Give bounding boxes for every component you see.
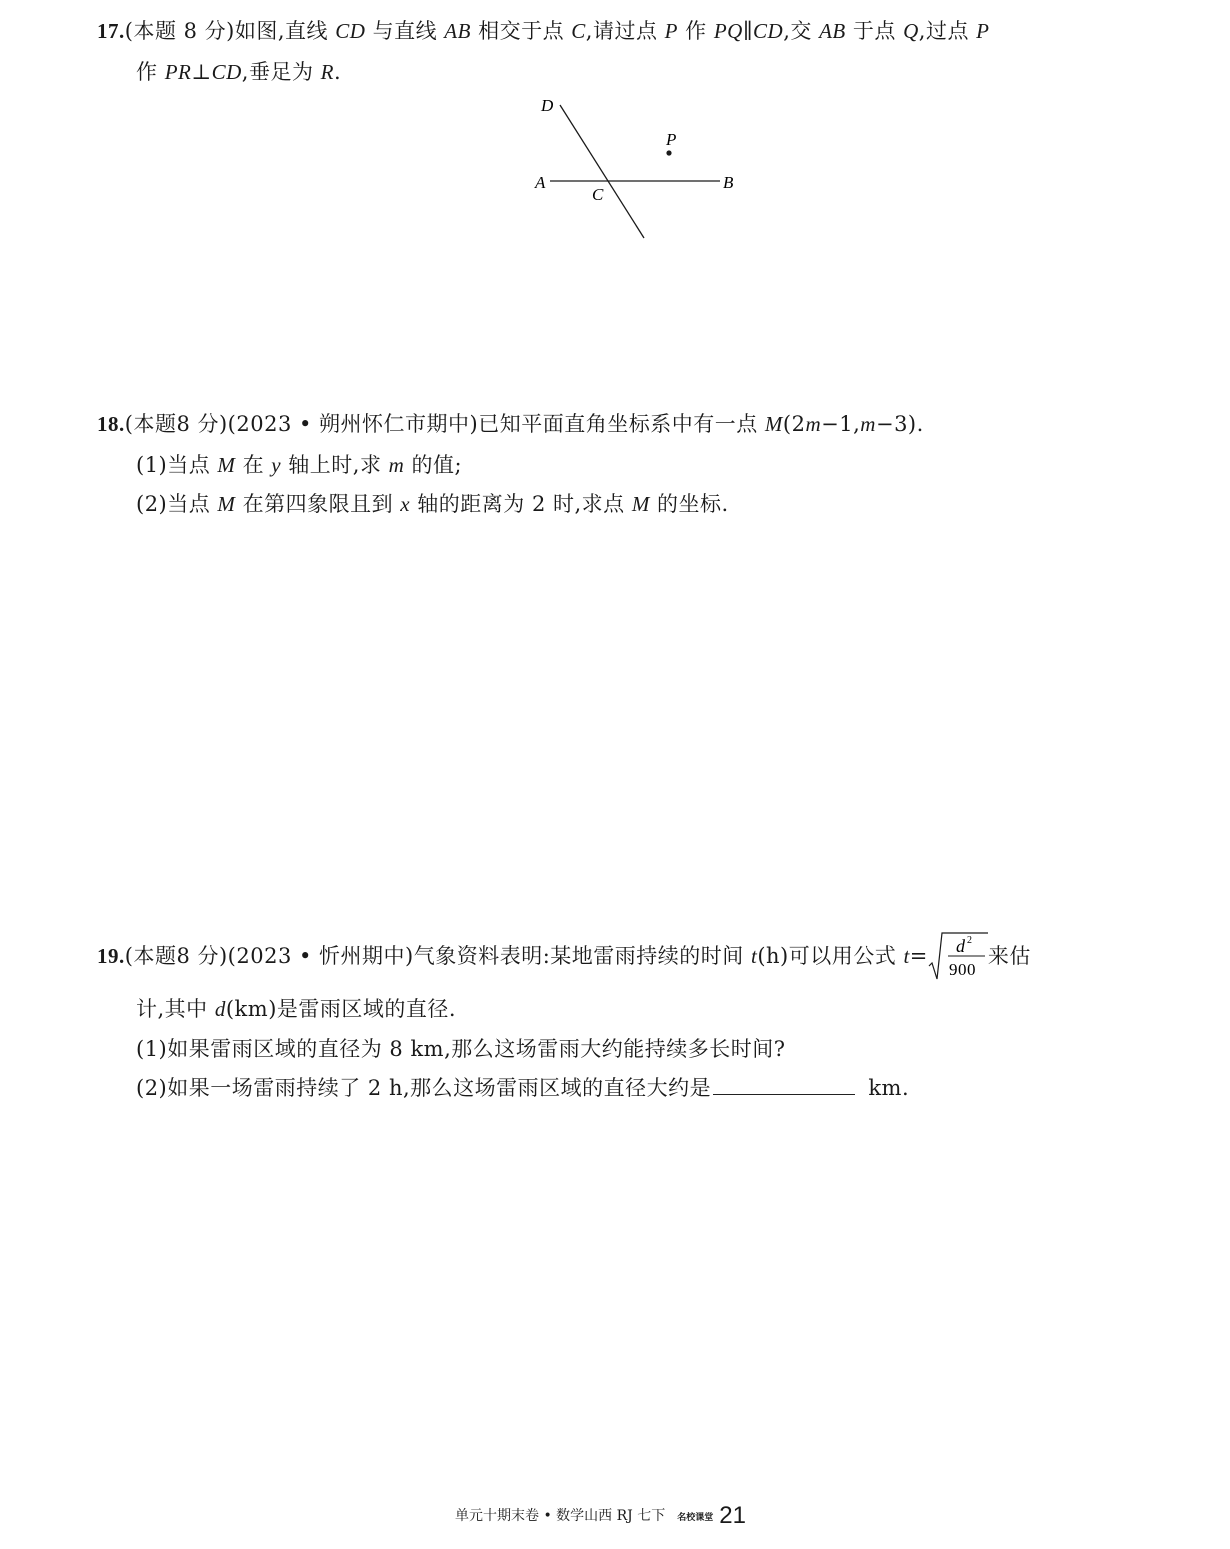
label-a: A	[535, 173, 546, 192]
brand-logo: 名校课堂	[677, 1513, 714, 1523]
q17-text: 与直线	[365, 19, 445, 43]
q18-text: (本题8 分)(2023 • 朔州怀仁市期中)已知平面直角坐标系中有一点	[124, 412, 765, 436]
q17-text: (本题 8 分)如图,直线	[124, 19, 336, 43]
math-ab: AB	[444, 19, 471, 43]
math-m: M	[631, 492, 650, 516]
q19-text: (2)如果一场雷雨持续了 2 h,那么这场雷雨区域的直径大约是	[136, 1076, 712, 1100]
formula-exponent: 2	[966, 934, 973, 946]
q17-line1	[97, 17, 989, 45]
q18-text: 轴的距离为 2 时,求点	[410, 492, 632, 516]
q17-line2	[136, 58, 341, 86]
q19-text: (km)是雷雨区域的直径.	[225, 997, 457, 1021]
q19-text: 计,其中	[136, 997, 215, 1021]
point-p	[666, 150, 671, 155]
page-footer	[455, 1502, 746, 1529]
math-pq: PQ	[713, 19, 743, 43]
math-t: t	[903, 944, 910, 968]
math-m: m	[860, 412, 876, 436]
formula-numerator: d	[955, 935, 966, 956]
q19-text: (本题8 分)(2023 • 忻州期中)气象资料表明:某地雷雨持续的时间	[124, 944, 751, 968]
q18-text: 在	[235, 453, 272, 477]
math-m: m	[388, 453, 405, 477]
math-cd: CD	[211, 60, 242, 84]
page-number: 21	[719, 1502, 746, 1529]
sqrt-formula	[928, 934, 988, 979]
q19-text: 来估	[987, 944, 1031, 968]
q19-number: 19.	[97, 944, 125, 968]
q17-figure	[520, 90, 760, 250]
math-p: P	[976, 19, 990, 43]
math-m: M	[217, 453, 236, 477]
math-r: R	[320, 60, 334, 84]
math-p: P	[664, 19, 678, 43]
answer-blank[interactable]	[713, 1076, 855, 1095]
math-y: y	[271, 453, 282, 477]
q18-line1	[97, 410, 924, 438]
q19-sub1	[136, 1035, 786, 1063]
math-m: M	[217, 492, 236, 516]
math-q: Q	[903, 19, 919, 43]
q18-text: (1)当点	[136, 453, 218, 477]
label-d: D	[541, 96, 554, 115]
label-p: P	[666, 130, 677, 149]
q18-text: (2	[782, 412, 806, 436]
math-d: d	[214, 997, 226, 1021]
q18-text: (2)当点	[136, 492, 218, 516]
q18-sub1	[136, 451, 462, 479]
q17-text: ,请过点	[585, 19, 665, 43]
q17-text: ,垂足为	[241, 60, 321, 84]
q19-text: (h)可以用公式	[757, 944, 904, 968]
q18-text: 的坐标.	[649, 492, 729, 516]
q19-sub2	[136, 1074, 909, 1102]
perpendicular-symbol: ⊥	[191, 60, 212, 84]
q17-text: 相交于点	[470, 19, 572, 43]
q17-text: .	[333, 60, 342, 84]
line-cd	[560, 105, 644, 238]
formula-denominator: 900	[948, 959, 976, 979]
q17-text: 作	[136, 60, 165, 84]
q18-sub2	[136, 490, 729, 518]
math-pr: PR	[164, 60, 192, 84]
math-c: C	[571, 19, 586, 43]
q17-text: ,交	[783, 19, 820, 43]
q18-text: −3).	[875, 412, 924, 436]
q18-text: −1,	[821, 412, 861, 436]
label-b: B	[723, 173, 734, 192]
math-m: m	[805, 412, 822, 436]
q19-line2	[136, 995, 456, 1023]
parallel-symbol: ∥	[742, 19, 754, 43]
math-ab: AB	[819, 19, 846, 43]
equals-sign: =	[909, 944, 928, 968]
q18-text: 的值;	[404, 453, 463, 477]
math-m: M	[764, 412, 783, 436]
q18-text: 在第四象限且到	[235, 492, 401, 516]
q17-text: 作	[677, 19, 714, 43]
q19-text: km.	[861, 1076, 910, 1100]
q17-number: 17.	[97, 19, 125, 43]
label-c: C	[592, 185, 604, 204]
math-cd: CD	[753, 19, 784, 43]
q19-text: (1)如果雷雨区域的直径为 8 km,那么这场雷雨大约能持续多长时间?	[136, 1037, 786, 1061]
math-t: t	[751, 944, 758, 968]
q17-text: ,过点	[918, 19, 977, 43]
footer-text: 单元十期末卷 • 数学山西 RJ 七下	[455, 1508, 666, 1524]
math-x: x	[400, 492, 411, 516]
q18-number: 18.	[97, 412, 125, 436]
q17-text: 于点	[845, 19, 904, 43]
math-cd: CD	[335, 19, 366, 43]
q19-line1	[97, 934, 1031, 979]
q18-text: 轴上时,求	[281, 453, 389, 477]
